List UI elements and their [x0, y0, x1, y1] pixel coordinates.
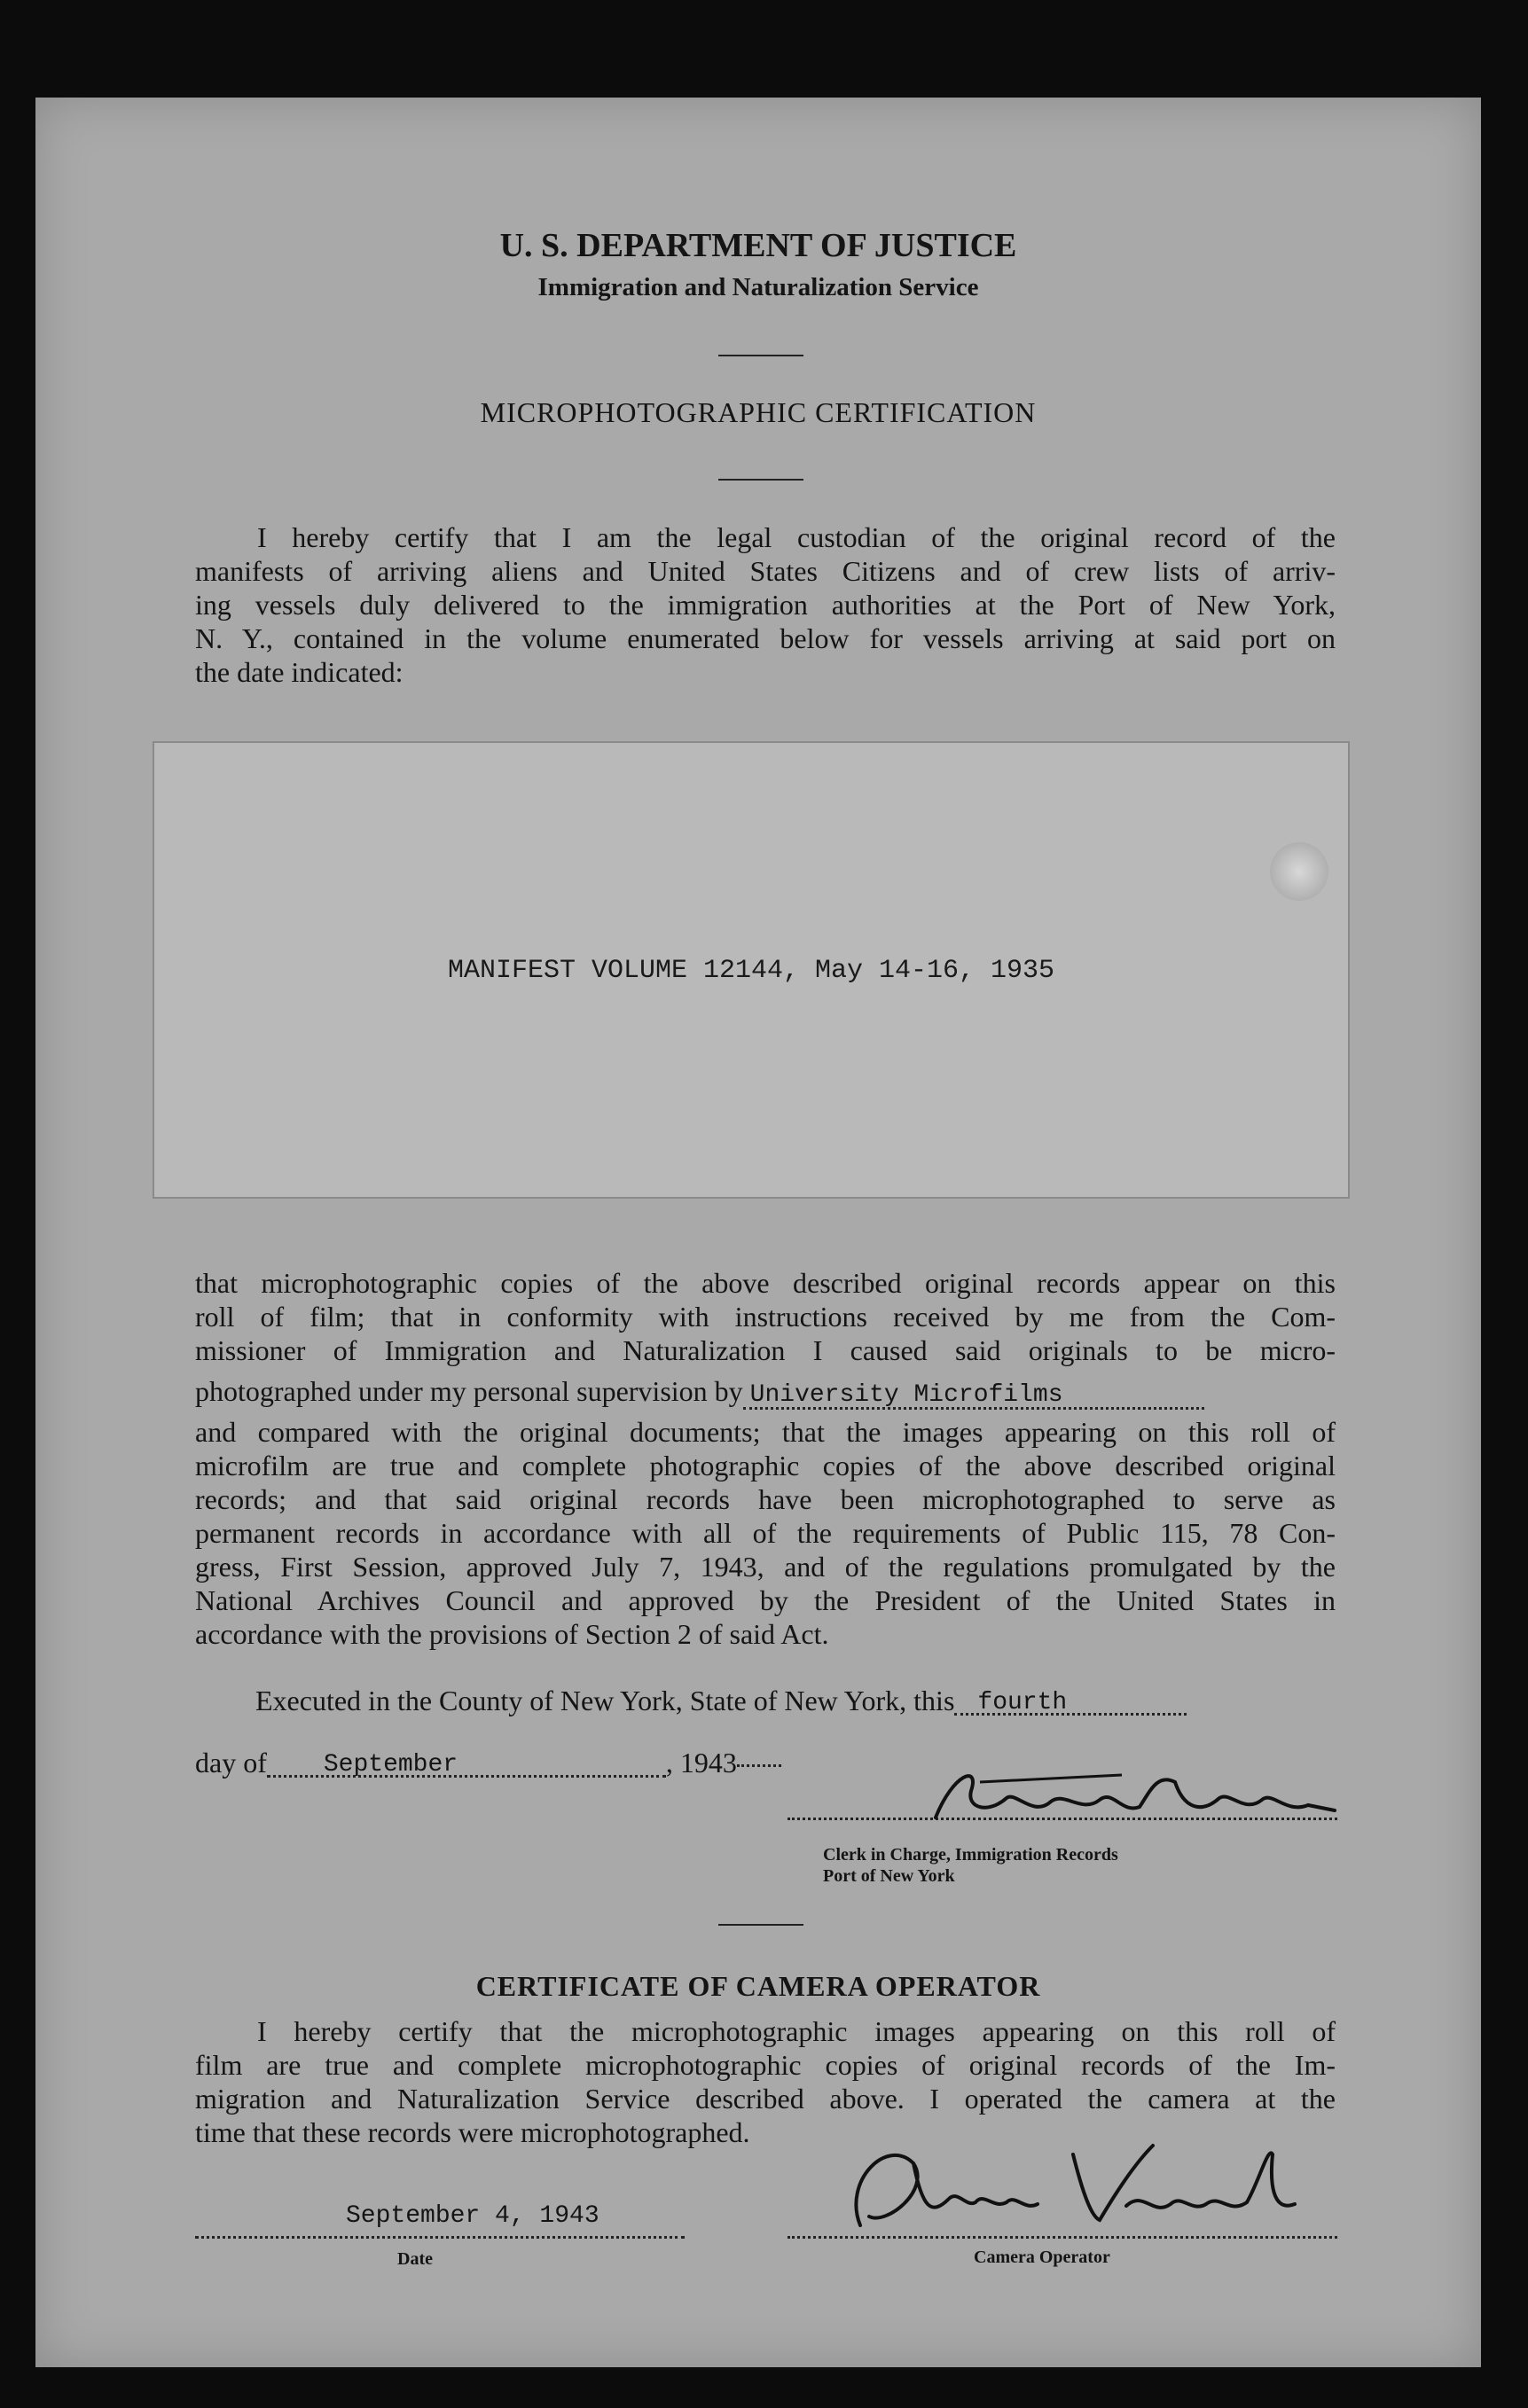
body-line: missioner of Immigration and Naturalization I caused said originals to be micro-: [195, 1334, 1336, 1366]
intro-line: the date indicated:: [195, 656, 404, 688]
camera-line: I hereby certify that the microphotographic images appearing on this roll of: [257, 2015, 1336, 2047]
year-dots: [737, 1764, 781, 1767]
body-line: gress, First Session, approved July 7, 1943, and of the regulations promulgated by the: [195, 1551, 1336, 1583]
intro-line: manifests of arriving aliens and United States Citizens and of crew lists of arriv-: [195, 555, 1336, 587]
month-field: [267, 1741, 666, 1778]
intro-line: N. Y., contained in the volume enumerated below for vessels arriving at said port on: [195, 622, 1336, 654]
year-label: , 1943: [665, 1747, 737, 1779]
volume-box: [153, 741, 1350, 1199]
day-field: [954, 1679, 1187, 1716]
month-value: September: [323, 1751, 458, 1779]
day-value: fourth: [977, 1689, 1068, 1716]
day-of-label: day of: [195, 1747, 267, 1779]
intro-paragraph: [195, 520, 1336, 689]
camera-line: time that these records were microphotographed.: [195, 2116, 750, 2148]
supervision-line: [195, 1374, 1336, 1415]
body-line: permanent records in accordance with all of the requirements of Public 115, 78 Con-: [195, 1517, 1336, 1549]
divider: [718, 479, 803, 481]
body-line: records; and that said original records have been microphotographed to serve as: [195, 1483, 1336, 1515]
body-line: and compared with the original documents; that the images appearing on this roll of: [195, 1416, 1336, 1448]
document-title: MICROPHOTOGRAPHIC CERTIFICATION: [480, 396, 1037, 428]
execution-line: [255, 1685, 1187, 1721]
blemish: [1270, 842, 1328, 901]
execution-prefix: Executed in the County of New York, State of New York, this: [255, 1685, 955, 1716]
camera-heading: CERTIFICATE OF CAMERA OPERATOR: [475, 1970, 1041, 2002]
clerk-signature: [918, 1755, 1344, 1835]
camera-line: migration and Naturalization Service described above. I operated the camera at the: [195, 2083, 1336, 2115]
agency-heading: U. S. DEPARTMENT OF JUSTICE: [499, 227, 1017, 264]
operator-label: Camera Operator: [974, 2248, 1110, 2267]
certificate-page: [35, 98, 1481, 2367]
clerk-title: Clerk in Charge, Immigration Records: [823, 1845, 1118, 1865]
supervisor-field: [743, 1369, 1204, 1410]
supervisor-name: University Microfilms: [749, 1381, 1063, 1409]
date-value: September 4, 1943: [346, 2202, 599, 2230]
intro-line: I hereby certify that I am the legal custodian of the original record of the: [257, 521, 1336, 553]
clerk-port: Port of New York: [823, 1866, 955, 1886]
body-paragraph: [195, 1266, 1336, 1651]
date-field: [195, 2201, 685, 2239]
date-label: Date: [397, 2249, 433, 2269]
body-line: that microphotographic copies of the above described original records appear on this: [195, 1267, 1336, 1299]
divider: [718, 355, 803, 356]
manifest-volume: MANIFEST VOLUME 12144, May 14-16, 1935: [447, 956, 1055, 986]
body-line: roll of film; that in conformity with instructions received by me from the Com-: [195, 1301, 1336, 1333]
service-subheading: Immigration and Naturalization Service: [537, 273, 979, 301]
body-line: microfilm are true and complete photographic copies of the above described original: [195, 1450, 1336, 1482]
camera-line: film are true and complete microphotographic copies of original records of the Im-: [195, 2049, 1336, 2081]
supervision-prefix: photographed under my personal supervision by: [195, 1375, 743, 1407]
body-line: accordance with the provisions of Section 2 of said Act.: [195, 1618, 829, 1650]
body-line: National Archives Council and approved by the President of the United States in: [195, 1584, 1336, 1616]
operator-signature: [834, 2128, 1330, 2243]
divider: [718, 1924, 803, 1926]
intro-line: ing vessels duly delivered to the immigration authorities at the Port of New York,: [195, 589, 1336, 621]
day-of-line: [195, 1747, 781, 1783]
